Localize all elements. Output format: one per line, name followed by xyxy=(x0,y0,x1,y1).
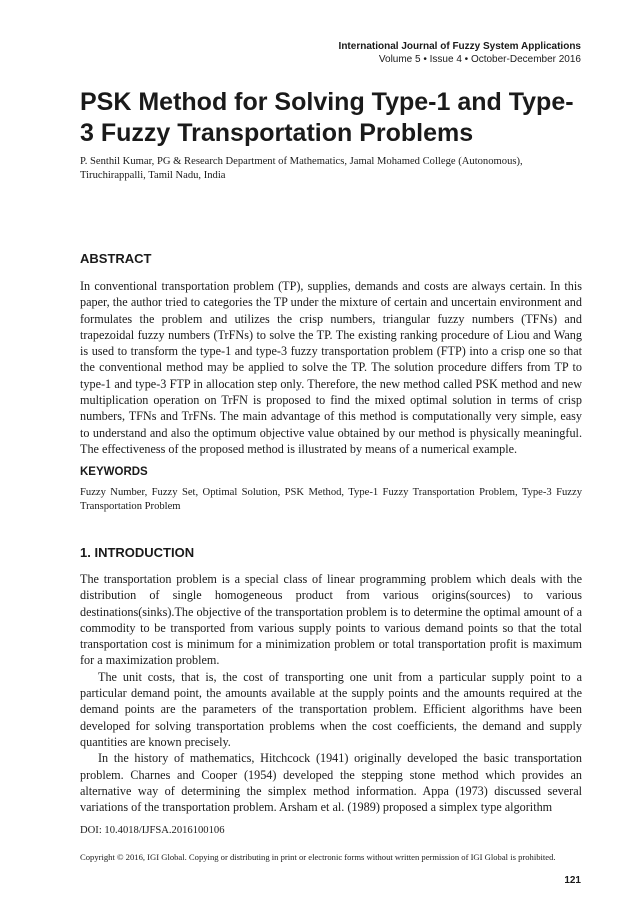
keywords-heading: KEYWORDS xyxy=(80,466,148,478)
introduction-body xyxy=(80,571,582,815)
journal-issue: Volume 5 • Issue 4 • October-December 2016 xyxy=(378,54,581,65)
abstract-text: In conventional transportation problem (TP), supplies, demands and costs are always certain. In this paper, the author tried to categories the TP under the mixture of certain and uncertain environment and formulates the problem and utilizes the crisp numbers, triangular fuzzy numbers (TFNs) and trapezoidal fuzzy numbers (TrFNs) to solve the TP. The existing ranking procedure of Liou and Wang is used to transform the type-1 and type-3 fuzzy transportation problem (FTP) into a crisp one so that the conventional method may be applied to solve the TP. The solution procedure differs from TP to type-1 and type-3 FTP in allocation step only. Therefore, the new method called PSK method and new multiplication operation on TrFN is proposed to find the mixed optimal solution in terms of crisp numbers, TFNs and TrFNs. The main advantage of this method is computationally very simple, easy to understand and also the optimum objective value obtained by our method is physically meaningful. The effectiveness of the proposed method is illustrated by means of a numerical example. xyxy=(80,279,582,456)
copyright-notice: Copyright © 2016, IGI Global. Copying or distributing in print or electronic forms without written permission of IGI Global is prohibited. xyxy=(80,852,556,862)
article-title: PSK Method for Solving Type-1 and Type-3 Fuzzy Transportation Problems xyxy=(80,88,574,147)
intro-paragraph-1: The transportation problem is a special class of linear programming problem which deals with the distribution of single homogeneous product from various origins(sources) to various destinations(sinks).The objective of the transportation problem is to determine the optimal amount of a commodity to be transported from various supply points to various demand points so that the total transportation cost is minimum for a minimization problem or total transportation profit is maximum for a maximization problem. xyxy=(80,572,582,668)
page-number: 121 xyxy=(564,875,581,886)
intro-paragraph-3: In the history of mathematics, Hitchcock (1941) originally developed the basic transportation problem. Charnes and Cooper (1954) developed the stepping stone method which provides an alternative way of determining the simplex method information. Appa (1973) discussed several variations of the transportation problem. Arsham et al. (1989) proposed a simplex type algorithm xyxy=(80,751,582,815)
intro-paragraph-2: The unit costs, that is, the cost of transporting one unit from a particular supply point to a particular demand point, the amounts available at the supply points and the amounts required at the demand points are the parameters of the transportation problem. Efficient algorithms have been developed for solving transportation problems when the cost coefficients, the demand and supply quantities are known precisely. xyxy=(80,669,582,749)
doi: DOI: 10.4018/IJFSA.2016100106 xyxy=(80,825,225,836)
journal-name: International Journal of Fuzzy System Applications xyxy=(338,41,581,52)
journal-header xyxy=(339,40,581,66)
abstract-heading: ABSTRACT xyxy=(80,251,152,266)
keywords-text: Fuzzy Number, Fuzzy Set, Optimal Solution, PSK Method, Type-1 Fuzzy Transportation Problem, Type-3 Fuzzy Transportation Problem xyxy=(80,487,582,512)
author-affiliation: P. Senthil Kumar, PG & Research Department of Mathematics, Jamal Mohamed College (Autonomous), Tiruchirappalli, Tamil Nadu, India xyxy=(80,156,523,181)
introduction-heading: 1. INTRODUCTION xyxy=(80,545,195,560)
